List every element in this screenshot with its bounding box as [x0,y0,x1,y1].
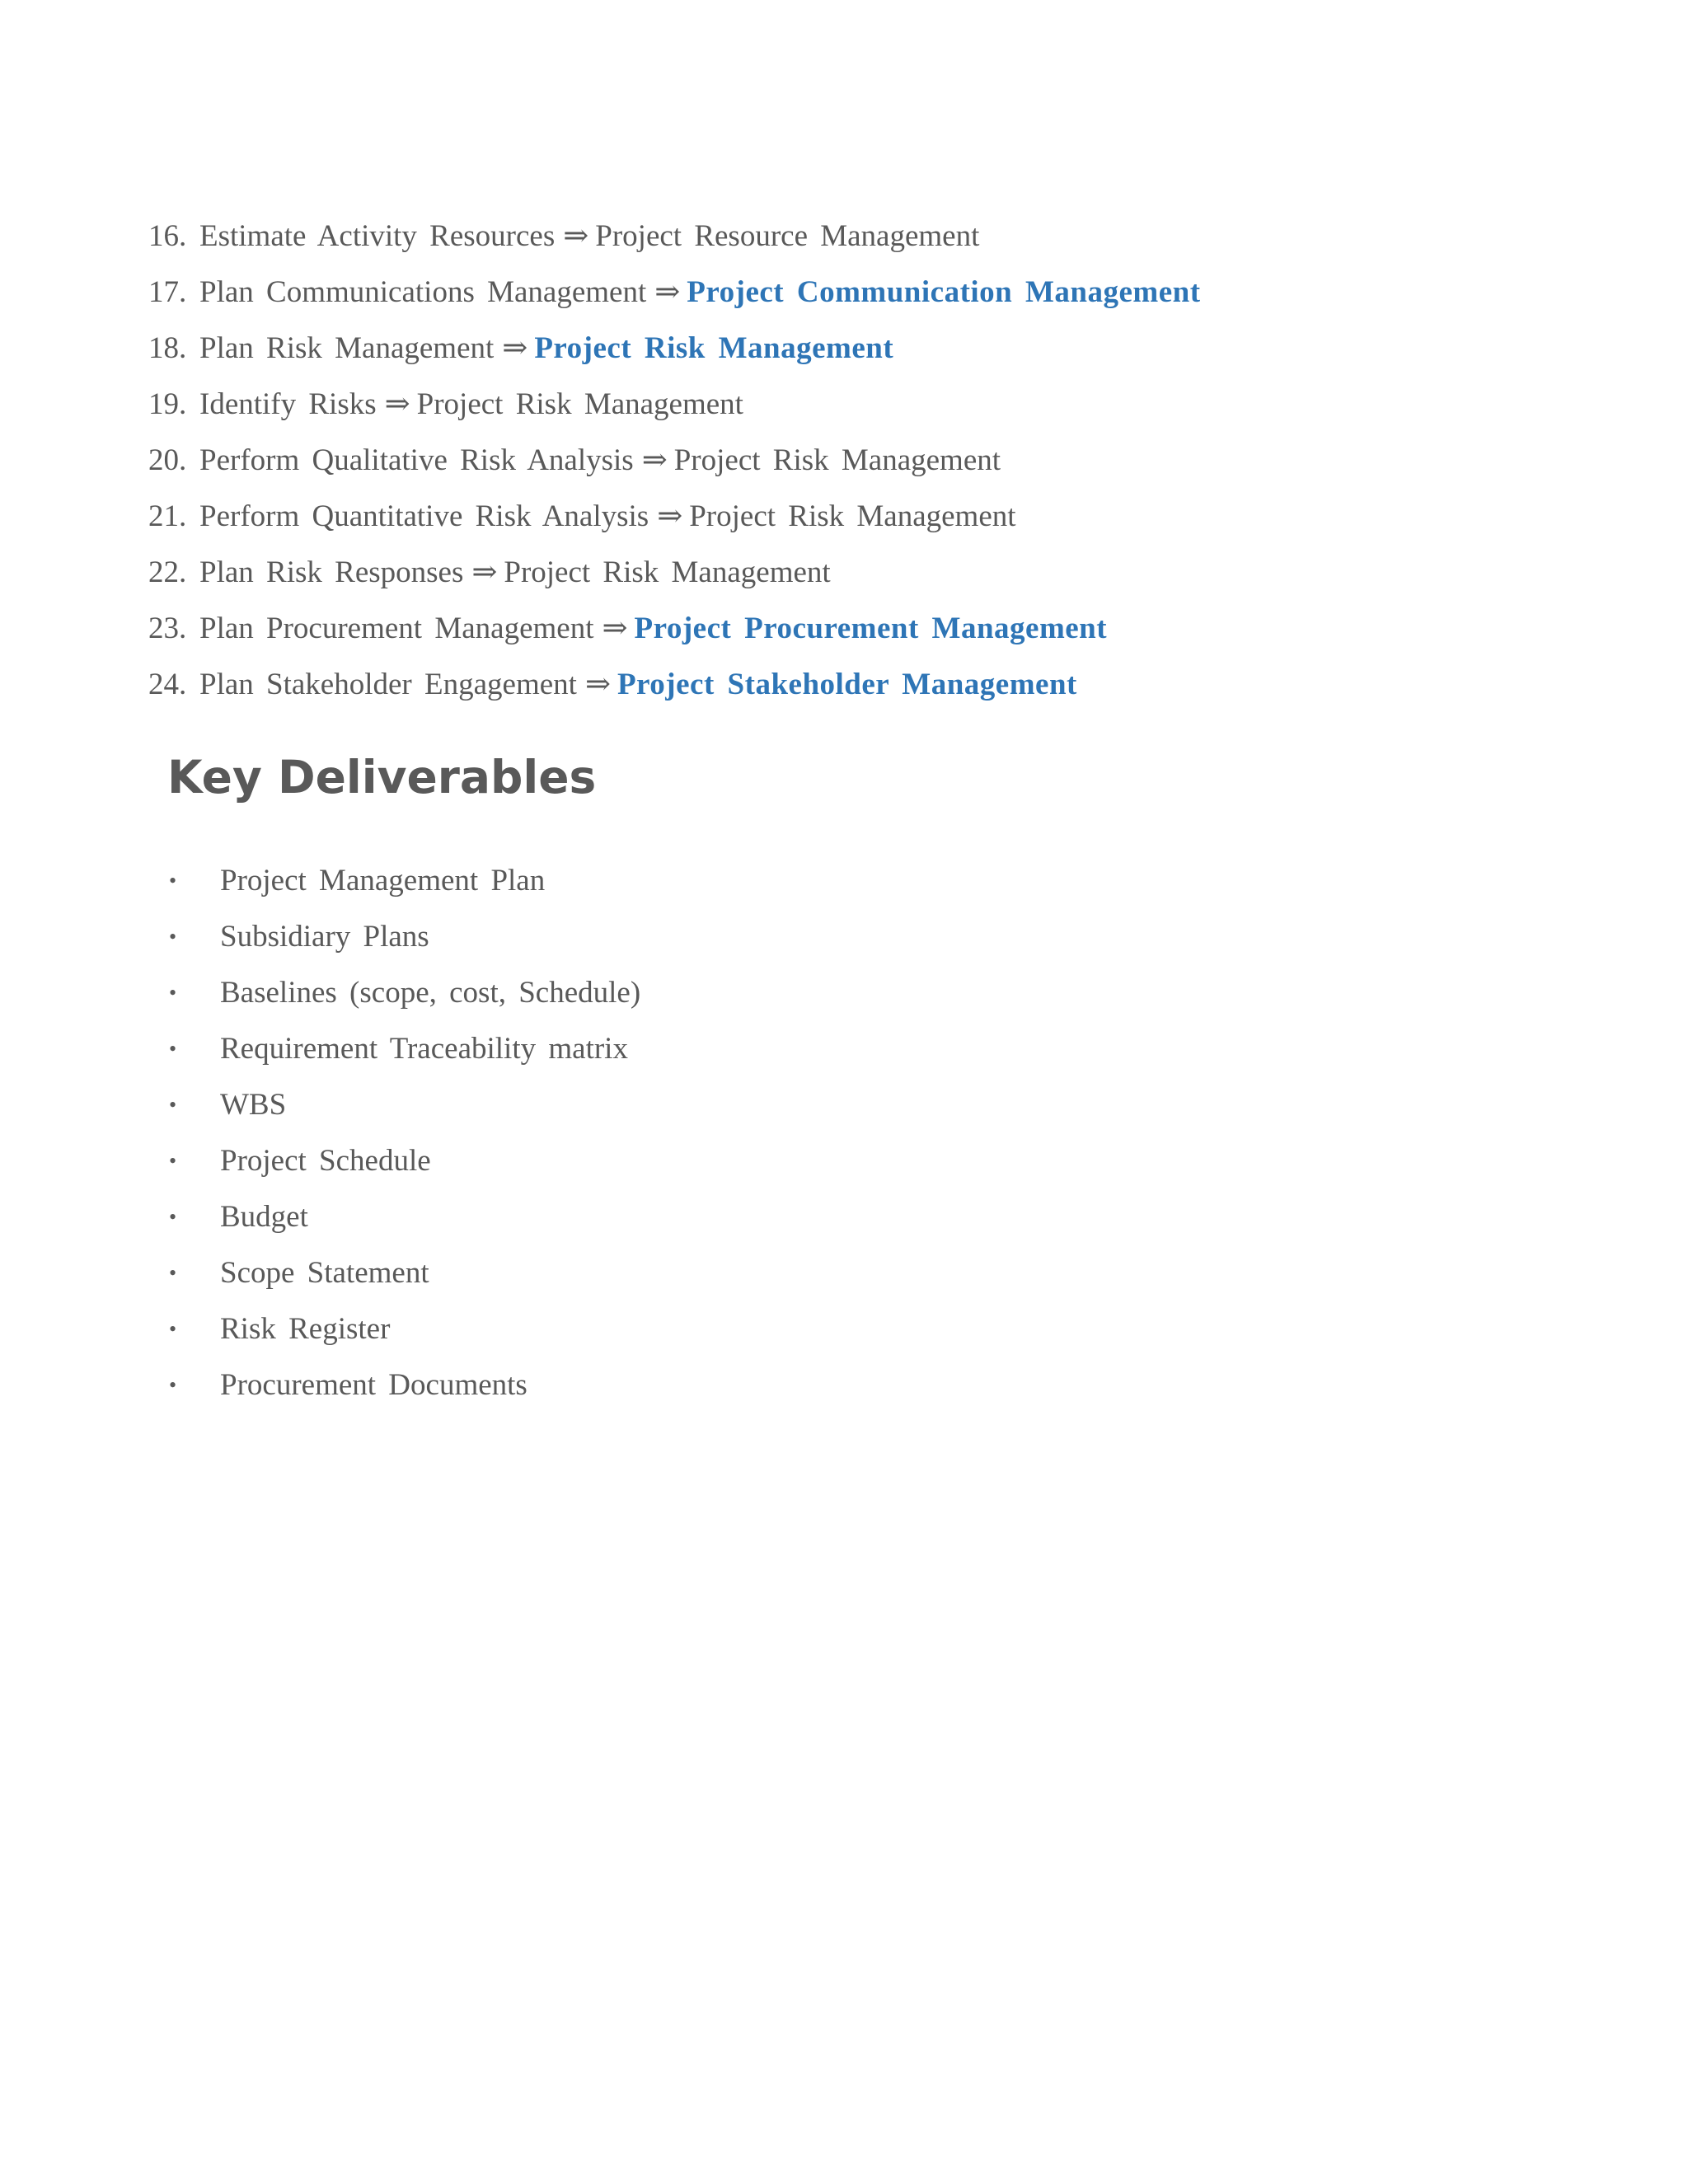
deliverable-label: Subsidiary Plans [220,920,429,954]
bullet-icon: • [169,925,177,949]
knowledge-area-link[interactable]: Project Stakeholder Management [617,668,1077,701]
list-number: 20. [148,443,187,477]
bullet-icon: • [169,1317,177,1341]
deliverable-item [169,1361,640,1418]
deliverable-label: WBS [220,1088,287,1122]
deliverable-label: Scope Statement [220,1256,429,1290]
knowledge-area-link[interactable]: Project Risk Management [534,331,894,365]
process-name: Plan Risk Management [199,331,495,365]
deliverable-item [169,1025,640,1081]
process-list-item [148,605,1201,661]
knowledge-area-link[interactable]: Project Communication Management [687,275,1201,309]
list-number: 16. [148,219,187,253]
arrow-icon: ⇒ [641,443,668,477]
knowledge-area: Project Risk Management [673,443,1001,477]
arrow-icon: ⇒ [654,275,681,309]
deliverable-item [169,1081,640,1137]
process-name: Estimate Activity Resources [199,219,556,253]
deliverable-item [169,857,640,913]
process-list [148,213,1201,717]
knowledge-area: Project Risk Management [504,555,831,589]
process-list-item [148,269,1201,325]
bullet-icon: • [169,1261,177,1285]
process-list-item [148,437,1201,493]
process-list-item [148,661,1201,717]
deliverable-label: Project Management Plan [220,864,546,898]
process-list-item [148,325,1201,381]
deliverable-label: Project Schedule [220,1144,431,1178]
process-list-item [148,493,1201,549]
deliverable-item [169,1249,640,1305]
deliverable-label: Baselines (scope, cost, Schedule) [220,976,641,1010]
arrow-icon: ⇒ [584,668,611,701]
bullet-icon: • [169,1037,177,1061]
deliverable-item [169,1137,640,1193]
list-number: 18. [148,331,187,365]
deliverable-label: Risk Register [220,1312,391,1346]
knowledge-area: Project Risk Management [689,499,1016,533]
process-list-item [148,549,1201,605]
knowledge-area: Project Resource Management [595,219,980,253]
bullet-icon: • [169,1373,177,1397]
arrow-icon: ⇒ [602,612,628,645]
deliverable-item [169,969,640,1025]
process-list-item [148,213,1201,269]
arrow-icon: ⇒ [657,499,683,533]
process-name: Plan Procurement Management [199,612,594,645]
list-number: 21. [148,499,187,533]
section-heading: Key Deliverables [167,751,597,804]
list-number: 19. [148,387,187,421]
arrow-icon: ⇒ [471,555,498,589]
process-name: Perform Quantitative Risk Analysis [199,499,649,533]
bullet-icon: • [169,1149,177,1173]
process-name: Plan Risk Responses [199,555,464,589]
process-list-item [148,381,1201,437]
list-number: 22. [148,555,187,589]
bullet-icon: • [169,1093,177,1117]
deliverable-item [169,913,640,969]
process-name: Perform Qualitative Risk Analysis [199,443,634,477]
list-number: 23. [148,612,187,645]
list-number: 17. [148,275,187,309]
process-name: Plan Communications Management [199,275,647,309]
knowledge-area: Project Risk Management [416,387,743,421]
deliverable-label: Procurement Documents [220,1368,528,1402]
bullet-icon: • [169,1205,177,1229]
deliverable-label: Requirement Traceability matrix [220,1032,628,1066]
bullet-icon: • [169,981,177,1005]
bullet-icon: • [169,869,177,893]
arrow-icon: ⇒ [563,219,589,253]
process-name: Plan Stakeholder Engagement [199,668,577,701]
process-name: Identify Risks [199,387,377,421]
arrow-icon: ⇒ [502,331,528,365]
arrow-icon: ⇒ [384,387,410,421]
deliverable-label: Budget [220,1200,308,1234]
deliverables-list [169,857,640,1418]
deliverable-item [169,1305,640,1361]
list-number: 24. [148,668,187,701]
deliverable-item [169,1193,640,1249]
knowledge-area-link[interactable]: Project Procurement Management [634,612,1108,645]
